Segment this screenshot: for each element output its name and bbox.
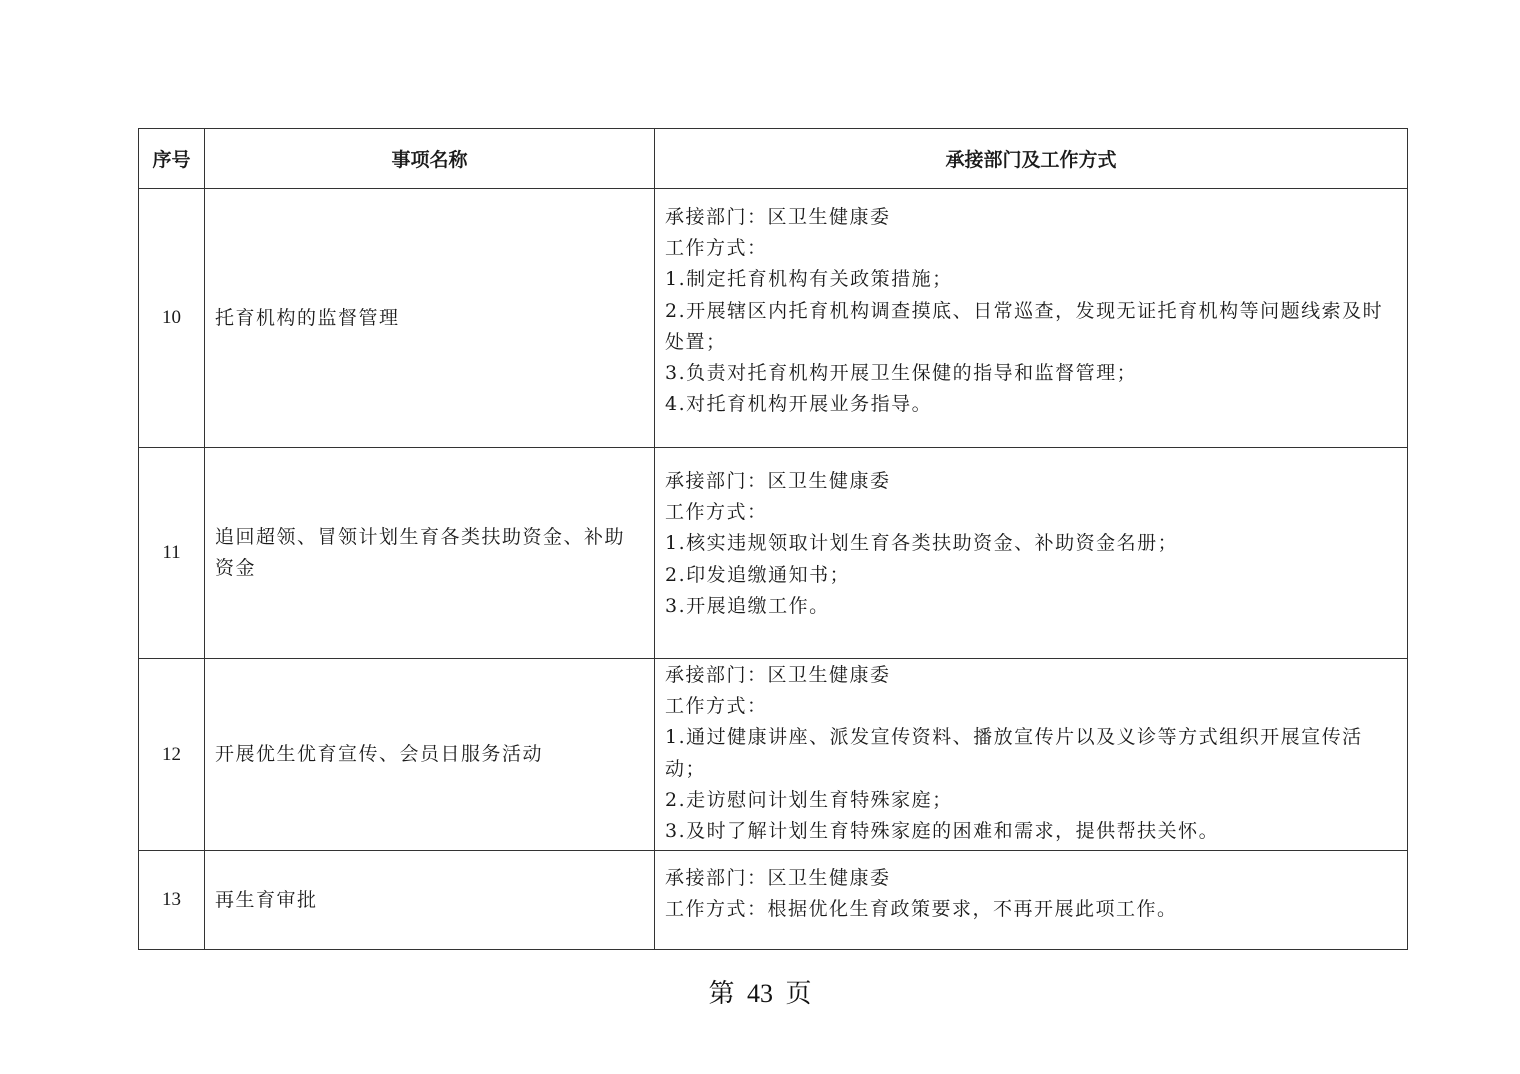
row-work	[655, 448, 1408, 659]
row-name: 托育机构的监督管理	[205, 189, 655, 448]
table-row	[139, 189, 1408, 448]
work-line: 3.负责对托育机构开展卫生保健的指导和监督管理；	[665, 362, 1138, 385]
row-num: 12	[139, 659, 205, 851]
work-line: 承接部门：区卫生健康委	[665, 867, 891, 889]
work-line: 2.印发追缴通知书；	[665, 563, 851, 586]
work-line: 4.对托育机构开展业务指导。	[665, 393, 933, 416]
work-line: 承接部门：区卫生健康委	[665, 470, 891, 492]
row-num: 10	[139, 189, 205, 448]
work-line: 工作方式：	[665, 237, 768, 260]
table-header-row	[139, 129, 1408, 189]
page-number: 第 43 页	[708, 979, 812, 1008]
header-work: 承接部门及工作方式	[655, 129, 1408, 189]
row-work	[655, 851, 1408, 950]
row-name: 追回超领、冒领计划生育各类扶助资金、补助资金	[205, 448, 655, 659]
table-row	[139, 448, 1408, 659]
matters-table	[138, 128, 1408, 950]
work-line: 2.走访慰问计划生育特殊家庭；	[665, 788, 953, 811]
work-line: 工作方式：根据优化生育政策要求，不再开展此项工作。	[665, 898, 1178, 921]
table-row	[139, 851, 1408, 950]
header-name: 事项名称	[205, 129, 655, 189]
header-num: 序号	[139, 129, 205, 189]
work-line: 3.开展追缴工作。	[665, 594, 830, 617]
work-line: 承接部门：区卫生健康委	[665, 206, 891, 228]
row-num: 13	[139, 851, 205, 950]
work-line: 2.开展辖区内托育机构调查摸底、日常巡查，发现无证托育机构等问题线索及时处置；	[665, 299, 1384, 353]
work-line: 1.通过健康讲座、派发宣传资料、播放宣传片以及义诊等方式组织开展宣传活动；	[665, 726, 1363, 780]
row-work	[655, 189, 1408, 448]
work-line: 承接部门：区卫生健康委	[665, 664, 891, 686]
work-line: 工作方式：	[665, 695, 768, 718]
work-line: 工作方式：	[665, 501, 768, 524]
work-line: 3.及时了解计划生育特殊家庭的困难和需求，提供帮扶关怀。	[665, 820, 1220, 843]
table-row	[139, 659, 1408, 851]
row-work	[655, 659, 1408, 851]
work-line: 1.制定托育机构有关政策措施；	[665, 268, 953, 291]
row-name: 再生育审批	[205, 851, 655, 950]
work-line: 1.核实违规领取计划生育各类扶助资金、补助资金名册；	[665, 532, 1179, 555]
row-num: 11	[139, 448, 205, 659]
row-name: 开展优生优育宣传、会员日服务活动	[205, 659, 655, 851]
